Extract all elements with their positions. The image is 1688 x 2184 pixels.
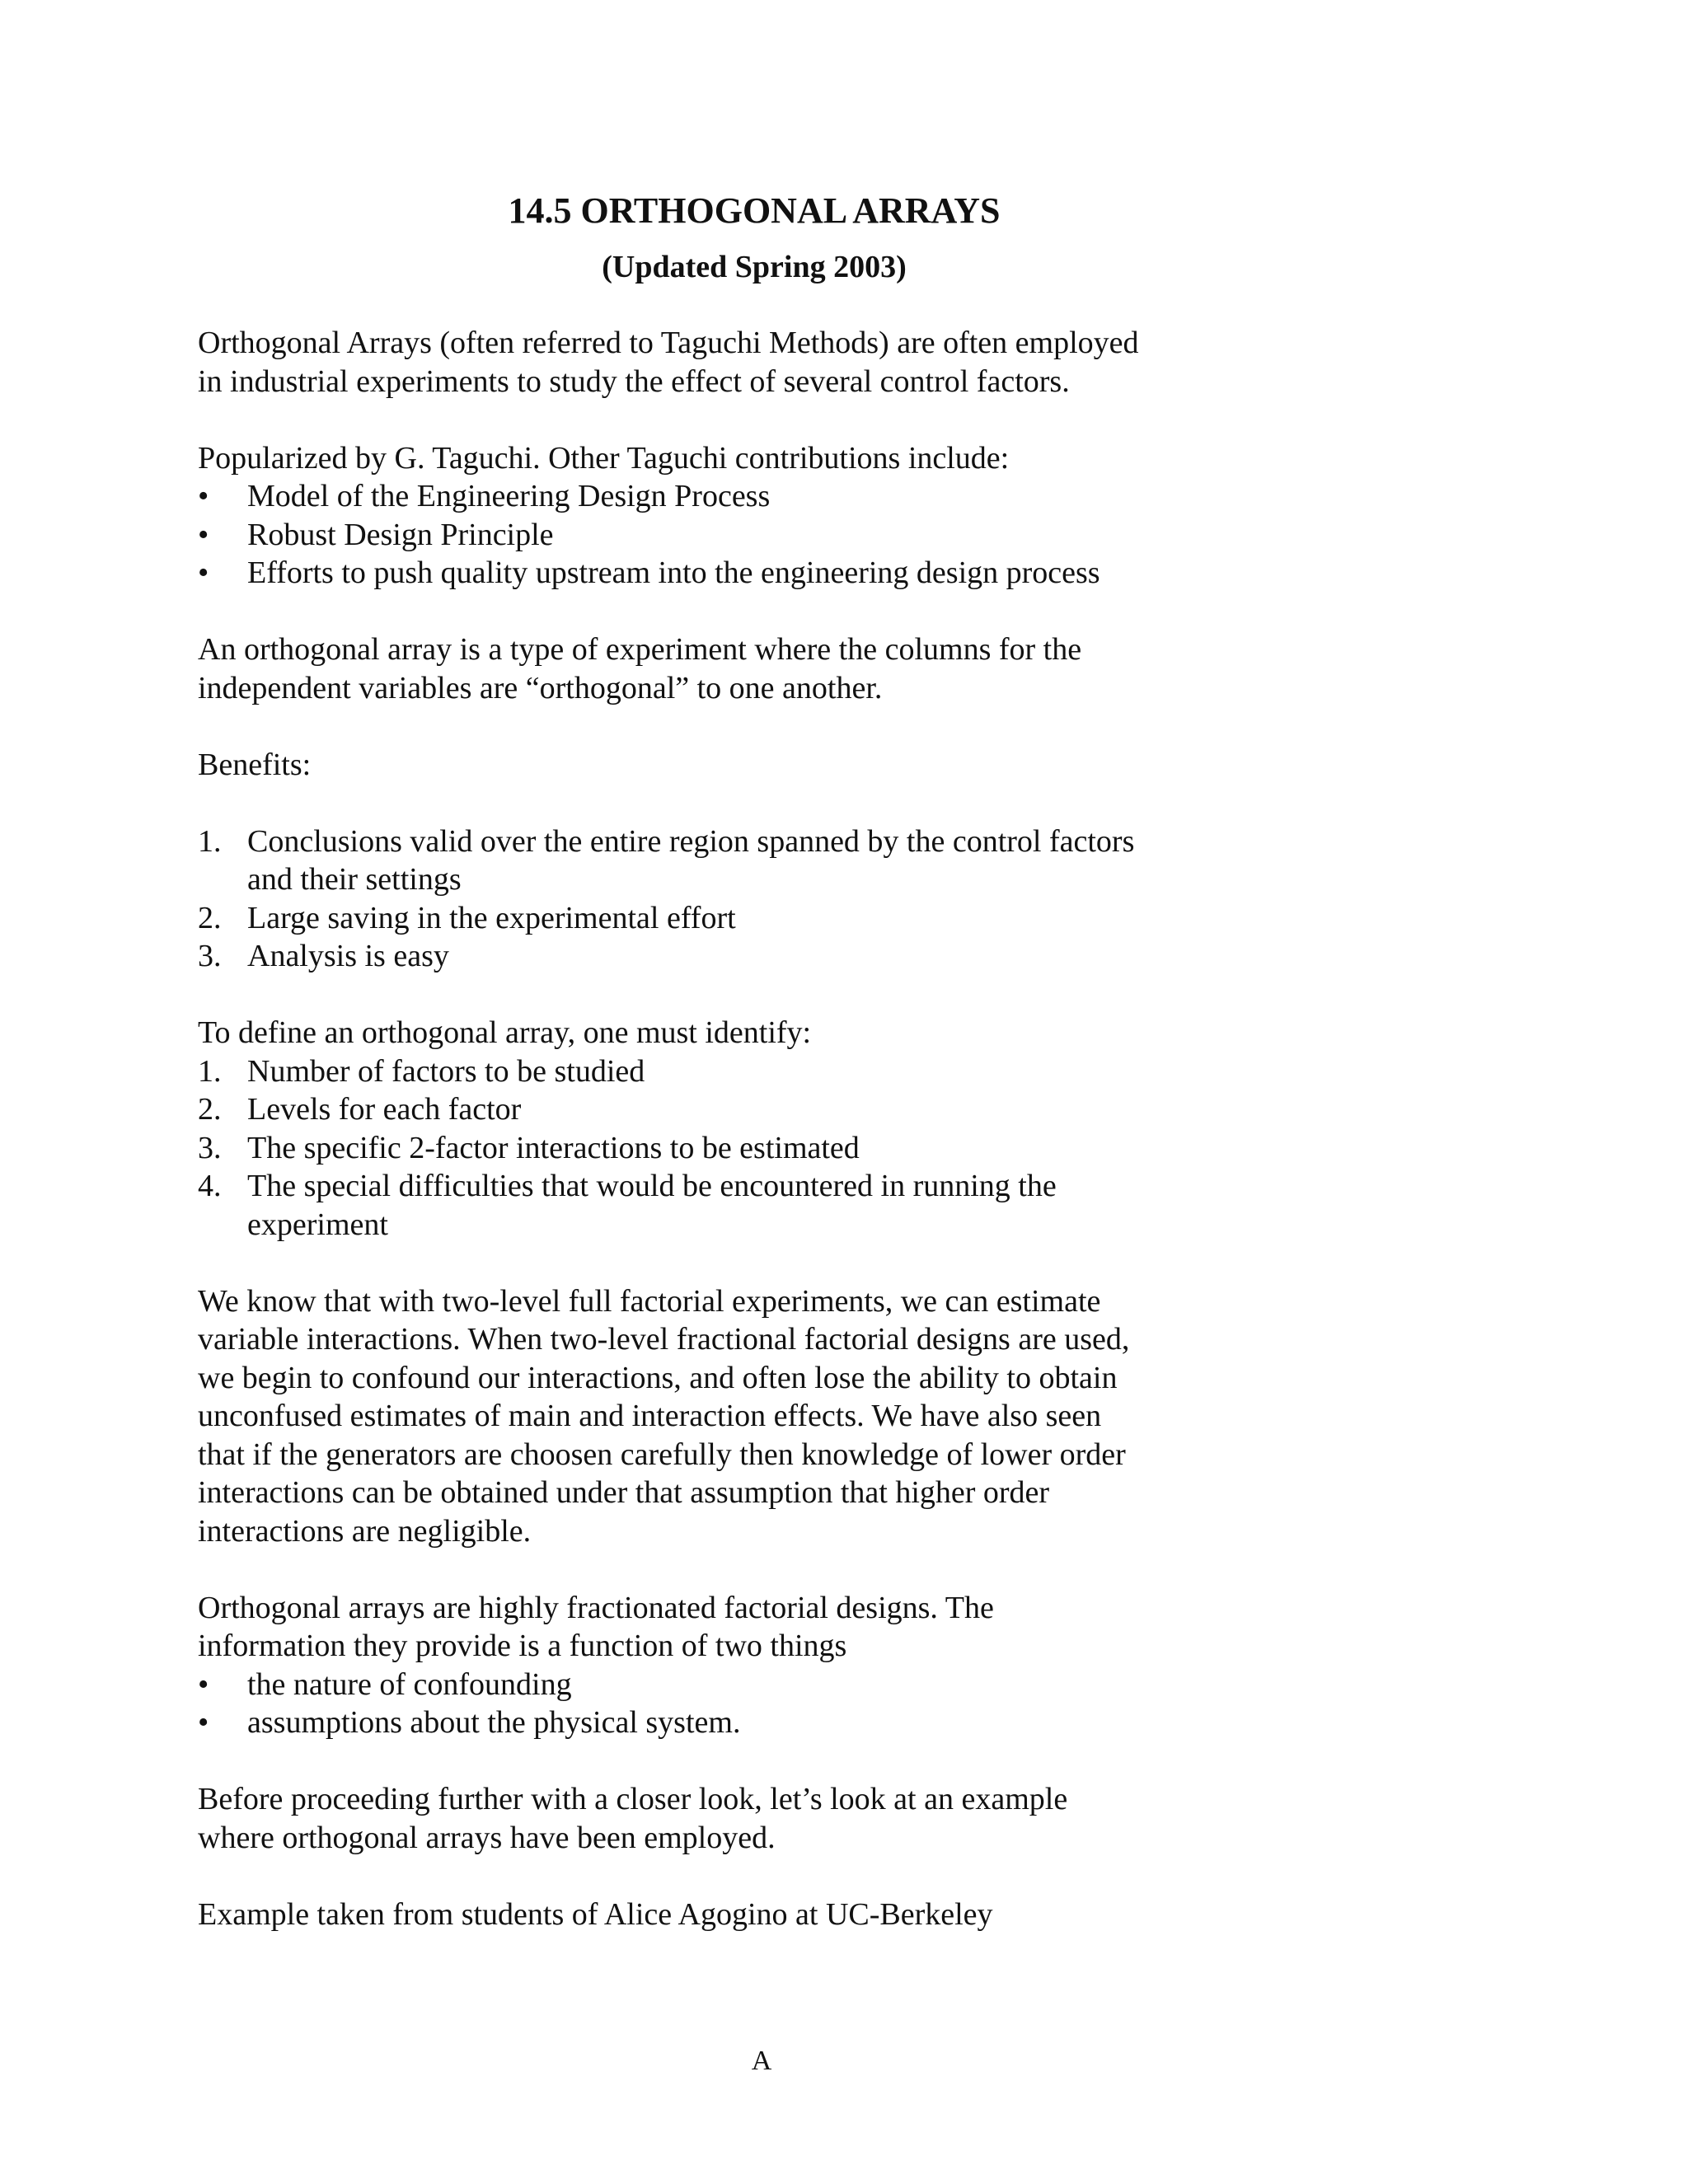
list-item xyxy=(198,1052,1269,1091)
paragraph-gap xyxy=(198,1550,1269,1589)
bullet-marker: • xyxy=(198,555,209,590)
contributions-lead: Popularized by G. Taguchi. Other Taguchi contributions include: xyxy=(198,440,1010,476)
text-line: Orthogonal arrays are highly fractionated factorial designs. The xyxy=(198,1590,994,1625)
example-source: Example taken from students of Alice Agogino at UC-Berkeley xyxy=(198,1896,993,1932)
body-text xyxy=(198,324,1269,1933)
define-array-lead: To define an orthogonal array, one must identify: xyxy=(198,1015,812,1050)
text-line: in industrial experiments to study the effect of several control factors. xyxy=(198,363,1070,399)
list-item xyxy=(198,1090,1269,1129)
list-item-text: Robust Design Principle xyxy=(247,517,554,552)
paragraph-gap xyxy=(198,1244,1269,1282)
bullet-marker: • xyxy=(198,1705,209,1740)
text-line: Levels for each factor xyxy=(247,1092,522,1127)
text-line: Number of factors to be studied xyxy=(247,1053,645,1089)
list-number: 3. xyxy=(198,1130,222,1165)
benefits-list xyxy=(198,823,1269,976)
define-array-list xyxy=(198,1052,1269,1244)
text-line: and their settings xyxy=(247,862,462,897)
text-line: independent variables are “orthogonal” to one another. xyxy=(198,670,883,705)
list-item xyxy=(198,1666,1269,1704)
paragraph-gap xyxy=(198,1857,1269,1896)
benefits-heading: Benefits: xyxy=(198,747,312,782)
text-line: The special difficulties that would be encountered in running the xyxy=(247,1169,1057,1203)
fractionated-paragraph xyxy=(198,1589,1269,1666)
list-item xyxy=(198,554,1269,593)
bullet-marker: • xyxy=(198,1666,209,1702)
list-number: 2. xyxy=(198,900,222,935)
text-line: experiment xyxy=(247,1207,388,1242)
factorial-paragraph xyxy=(198,1282,1269,1551)
list-item-text: assumptions about the physical system. xyxy=(247,1705,741,1740)
list-item xyxy=(198,937,1269,976)
list-item xyxy=(198,1167,1269,1244)
fractionated-list xyxy=(198,1666,1269,1742)
paragraph-gap xyxy=(198,593,1269,631)
text-line: that if the generators are choosen carefully then knowledge of lower order xyxy=(198,1436,1126,1472)
paragraph-gap xyxy=(198,784,1269,823)
text-line: Analysis is easy xyxy=(247,939,449,973)
text-line: The specific 2-factor interactions to be estimated xyxy=(247,1130,860,1165)
list-item xyxy=(198,516,1269,555)
intro-paragraph xyxy=(198,324,1269,401)
list-number: 4. xyxy=(198,1169,222,1203)
text-line: We know that with two-level full factorial experiments, we can estimate xyxy=(198,1283,1101,1319)
list-number: 3. xyxy=(198,939,222,973)
text-line: interactions can be obtained under that assumption that higher order xyxy=(198,1475,1050,1510)
list-item-text: Efforts to push quality upstream into the engineering design process xyxy=(247,555,1100,590)
paragraph-gap xyxy=(198,707,1269,746)
list-item-text: the nature of confounding xyxy=(247,1666,572,1702)
text-line: Conclusions valid over the entire region spanned by the control factors xyxy=(247,823,1135,859)
text-line: information they provide is a function of two things xyxy=(198,1629,847,1663)
text-line: where orthogonal arrays have been employed. xyxy=(198,1820,776,1855)
text-line: An orthogonal array is a type of experiment where the columns for the xyxy=(198,632,1082,667)
page-title: 14.5 ORTHOGONAL ARRAYS xyxy=(508,190,1001,231)
list-item xyxy=(198,823,1269,899)
contributions-list xyxy=(198,477,1269,593)
list-item xyxy=(198,1129,1269,1168)
list-item xyxy=(198,1704,1269,1742)
text-line: Orthogonal Arrays (often referred to Taguchi Methods) are often employed xyxy=(198,326,1139,360)
bullet-marker: • xyxy=(198,479,209,513)
paragraph-gap xyxy=(198,1742,1269,1781)
definition-paragraph xyxy=(198,630,1269,707)
list-number: 1. xyxy=(198,823,222,859)
list-item xyxy=(198,899,1269,938)
text-line: interactions are negligible. xyxy=(198,1513,532,1549)
page-subtitle: (Updated Spring 2003) xyxy=(602,250,907,284)
closer-look-paragraph xyxy=(198,1780,1269,1857)
list-item xyxy=(198,477,1269,516)
text-line: unconfused estimates of main and interaction effects. We have also seen xyxy=(198,1399,1102,1433)
text-line: we begin to confound our interactions, and often lose the ability to obtain xyxy=(198,1360,1118,1395)
bullet-marker: • xyxy=(198,517,209,552)
page-label: A xyxy=(751,2046,772,2076)
text-line: Before proceeding further with a closer look, let’s look at an example xyxy=(198,1782,1068,1816)
list-number: 1. xyxy=(198,1053,222,1089)
text-line: Large saving in the experimental effort xyxy=(247,900,736,935)
paragraph-gap xyxy=(198,976,1269,1015)
list-number: 2. xyxy=(198,1092,222,1127)
list-item-text: Model of the Engineering Design Process xyxy=(247,479,771,513)
text-line: variable interactions. When two-level fractional factorial designs are used, xyxy=(198,1322,1130,1357)
paragraph-gap xyxy=(198,401,1269,439)
